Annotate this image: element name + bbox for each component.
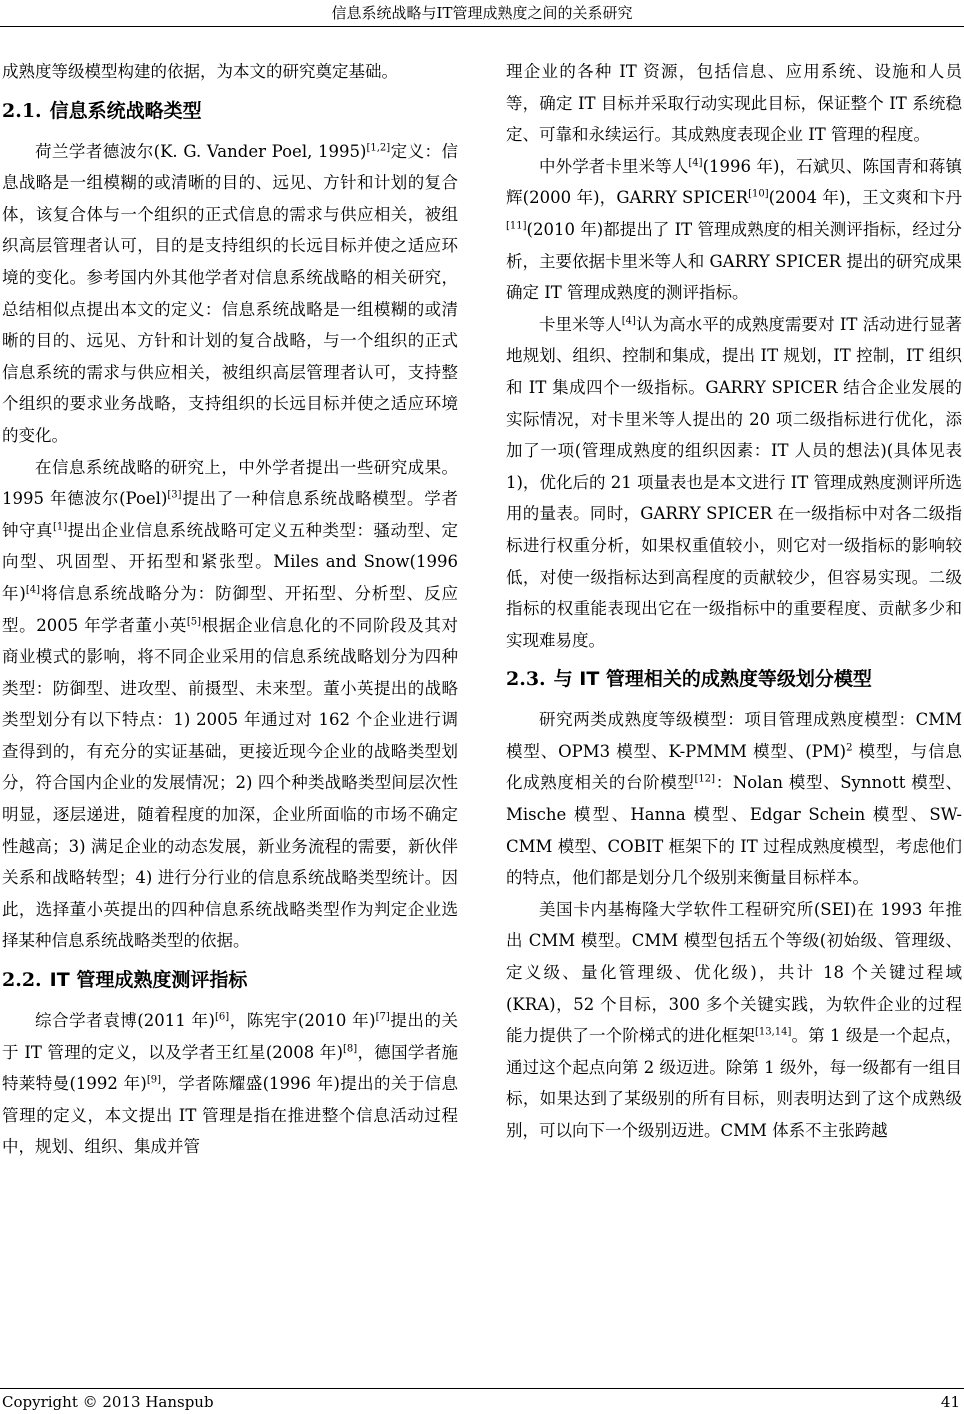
text-run: 提出的关于 IT 管理的定义，以及学者王红星(2008 年) [2,1011,458,1062]
header-rule [0,26,964,27]
citation: [8] [343,1043,358,1055]
running-header: 信息系统战略与IT管理成熟度之间的关系研究 [331,4,633,22]
paragraph-strategy-research [2,452,458,958]
citation: [6] [215,1011,230,1023]
citation: [1] [52,521,68,533]
text-run: 。第 1 级是一个起点，通过这个起点向第 2 级迈进。除第 1 级外，每一级都有一组目标，如果达到了某级别的所有目标，则表明达到了这个成熟级别，可以向下一个级别迈进。CMM 体系不主张跨越 [506,1026,962,1140]
superscript: 2 [846,742,853,754]
text-run: ，德国学者施特莱特曼(1992 年) [2,1042,459,1094]
paragraph-intro-continued: 成熟度等级模型构建的依据，为本文的研究奠定基础。 [2,62,398,81]
text-run: 卡里米等人 [539,314,622,334]
text-run: 将信息系统战略分为：防御型、开拓型、分析型、反应型。2005 年学者董小英 [2,583,459,635]
text-run: 中外学者卡里米等人 [539,156,689,176]
citation: [13,14] [754,1026,792,1038]
citation: [5] [186,616,202,627]
text-run: 在信息系统战略的研究上，中外学者提出一些研究成果。1995 年德波尔(Poel) [2,457,458,509]
left-column [2,56,458,1163]
paragraph-maturity-models [506,704,962,894]
paragraph-it-management-continued: 理企业的各种 IT 资源，包括信息、应用系统、设施和人员等，确定 IT 目标并采取行动实现此目标，保证整个 IT 系统稳定、可靠和永续运行。其成熟度表现企业 IT 管理的程度。 [506,62,962,145]
footer-copyright: Copyright © 2013 Hanspub [2,1393,214,1411]
citation: [4] [25,584,41,596]
text-run: 综合学者袁博(2011 年) [35,1011,215,1031]
paragraph-definition [2,136,458,452]
text-run: 提出了一种信息系统战略模型。学者钟守真 [2,489,458,540]
text-run: 模型，与信息化成熟度相关的台阶模型 [506,741,962,793]
text-run: ，陈宪宇(2010 年) [229,1011,376,1031]
section-number: 2.3. [506,668,546,691]
citation: [12] [694,773,716,785]
citation: [11] [506,220,527,232]
text-run: (2010 年)都提出了 IT 管理成熟度的相关测评指标，经过分析，主要依据卡里米等人和 GARRY SPICER 提出的研究成果确定 IT 管理成熟度的测评指标。 [506,219,962,303]
section-heading-2-3 [506,664,962,694]
citation: [9] [146,1074,161,1086]
text-run: (2004 年)，王文爽和卞丹 [768,188,962,208]
text-run: ：Nolan 模型、Synnott 模型、Mische 模型、Hanna 模型、Edgar Schein 模型、SW-CMM 模型、COBIT 框架下的 IT 过程成熟度模型，考虑他们的特点，他们都是划分几个级别来衡量目标样本。 [506,773,962,888]
text-run: 荷兰学者德波尔(K. G. Vander Poel, 1995) [35,141,367,161]
right-column [506,56,962,1147]
citation: [4] [621,315,636,327]
citation: [1,2] [366,142,391,154]
section-number: 2.1. [2,99,42,122]
footer-rule [0,1388,964,1389]
text-run: 提出企业信息系统战略可定义五种类型：骚动型、定向型、巩固型、开拓型和紧张型。Miles and Snow(1996 年) [2,520,459,603]
section-number: 2.2. [2,969,42,992]
page-number: 41 [940,1393,960,1411]
text-run: 美国卡内基梅隆大学软件工程研究所(SEI)在 1993 年推出 CMM 模型。CMM 模型包括五个等级(初始级、管理级、定义级、量化管理级、优化级)，共计 18 个关键过程域(KRA)，52 个目标，300 多个关键实践，为软件企业的过程能力提供了一个阶梯式的进化框架 [506,899,962,1046]
citation: [7] [375,1011,390,1023]
section-heading-2-1 [2,96,458,126]
paragraph-evaluation-indicators [506,151,962,309]
text-run: (1996 年)，石斌贝、陈国青和蒋镇辉(2000 年)，GARRY SPICER [506,156,962,208]
text-run: ，学者陈耀盛(1996 年)提出的关于信息管理的定义，本文提出 IT 管理是指在推进整个信息活动过程中，规划、组织、集成并管 [2,1074,458,1157]
section-title: IT 管理成熟度测评指标 [49,969,248,992]
section-title: 与 IT 管理相关的成熟度等级划分模型 [553,668,872,691]
section-heading-2-2 [2,965,458,995]
text-run: 研究两类成熟度等级模型：项目管理成熟度模型：CMM 模型、OPM3 模型、K-PMMM 模型、(PM) [506,710,962,761]
citation: [4] [688,157,703,169]
citation: [10] [748,188,769,200]
text-run: 定义：信息战略是一组模糊的或清晰的目的、远见、方针和计划的复合体，该复合体与一个组织的正式信息的需求与供应相关，被组织高层管理者认可，目的是支持组织的长远目标并使之适应环境的变化。参考国内外其他学者对信息系统战略的相关研究，总结相似点提出本文的定义：信息系统战略是一组模糊的或清晰的目的、远见、方针和计划的复合战略，与一个组织的正式信息系统的需求与供应相关，被组织高层管理者认可，支持整个组织的要求业务战略，支持组织的长远目标并使之适应环境的变化。 [2,141,458,445]
paragraph-karimi-indicators [506,309,962,657]
paragraph-cmm-model [506,894,962,1147]
section-title: 信息系统战略类型 [49,99,202,122]
paragraph-it-management-definition [2,1005,458,1163]
text-run: 认为高水平的成熟度需要对 IT 活动进行显著地规划、组织、控制和集成，提出 IT 规划，IT 控制，IT 组织和 IT 集成四个一级指标。GARRY SPICER 结合企业发展的实际情况，对卡里米等人提出的 20 项二级指标进行优化，添加了一项(管理成熟度的组织因素：IT 人员的想法)(具体见表 1)，优化后的 21 项量表也是本文进行 IT 管理成熟度测评所选用的量表。同时，GARRY SPICER 在一级指标中对各二级指标进行权重分析，如果权重值较小，则它对一级指标的影响较低，对使一级指标达到高程度的贡献较少，但容易实现。二级指标的权重能表现出它在一级指标中的重要程度、贡献多少和实现难易度。 [506,314,963,650]
citation: [3] [167,489,182,501]
text-run: 根据企业信息化的不同阶段及其对商业模式的影响，将不同企业采用的信息系统战略划分为四种类型：防御型、进攻型、前摄型、未来型。董小英提出的战略类型划分有以下特点：1) 2005 年通过对 162 个企业进行调查得到的，有充分的实证基础，更接近现今企业的战略类型划分，符合国内企业的发展情况；2) 四个种类战略类型间层次性明显，逐层递进，随着程度的加深，企业所面临的市场不确定性越高；3) 满足企业的动态发展，新业务流程的需要，新伙伴关系和战略转型；4) 进行分行业的信息系统战略类型统计。因此，选择董小英提出的四种信息系统战略类型作为判定企业选择某种信息系统战略类型的依据。 [2,615,458,951]
